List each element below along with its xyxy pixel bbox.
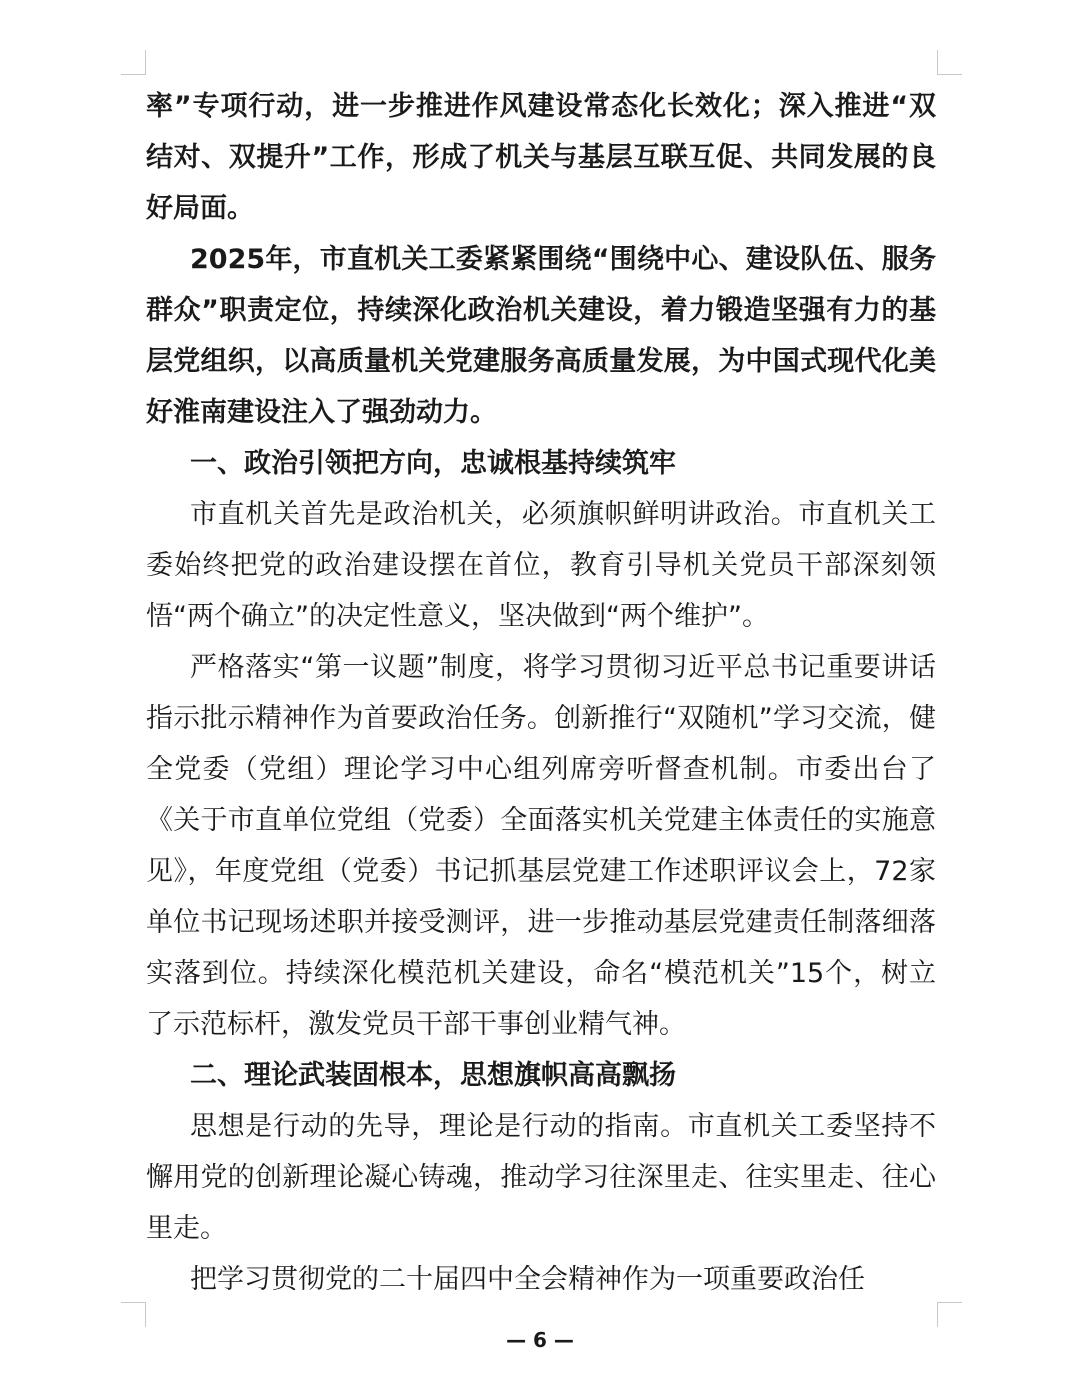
section-heading-2: 二、理论武装固根本，思想旗帜高高飘扬: [190, 1060, 676, 1091]
crop-mark-bottom-left: [121, 1302, 146, 1327]
paragraph-intro: 2025年，市直机关工委紧紧围绕“围绕中心、建设队伍、服务群众”职责定位，持续深化政治机关建设，着力锻造坚强有力的基层党组织，以高质量机关党建服务高质量发展，为中国式现代化美好淮南建设注入了强劲动力。: [146, 244, 936, 428]
crop-mark-top-right: [937, 50, 962, 75]
section-heading-1: 一、政治引领把方向，忠诚根基持续筑牢: [190, 448, 676, 479]
paragraph-first-topic: 严格落实“第一议题”制度，将学习贯彻习近平总书记重要讲话指示批示精神作为首要政治任务。创新推行“双随机”学习交流，健全党委（党组）理论学习中心组列席旁听督查机制。市委出台了《关于市直单位党组（党委）全面落实机关党建主体责任的实施意见》，年度党组（党委）书记抓基层党建工作述职评议会上，72家单位书记现场述职并接受测评，进一步推动基层党建责任制落细落实落到位。持续深化模范机关建设，命名“模范机关”15个，树立了示范标杆，激发党员干部干事创业精气神。: [146, 652, 936, 1040]
paragraph-fourth-plenum: 把学习贯彻党的二十届四中全会精神作为一项重要政治任: [190, 1264, 865, 1295]
paragraph-political-organ: 市直机关首先是政治机关，必须旗帜鲜明讲政治。市直机关工委始终把党的政治建设摆在首位，教育引导机关党员干部深刻领悟“两个确立”的决定性意义，坚决做到“两个维护”。: [146, 499, 936, 632]
document-body: [146, 81, 936, 1305]
crop-mark-top-left: [121, 50, 146, 75]
paragraph-theory: 思想是行动的先导，理论是行动的指南。市直机关工委坚持不懈用党的创新理论凝心铸魂，推动学习往深里走、往实里走、往心里走。: [146, 1111, 936, 1244]
crop-mark-bottom-right: [937, 1302, 962, 1327]
page-number: — 6 —: [506, 1328, 574, 1352]
paragraph-continuation: 率”专项行动，进一步推进作风建设常态化长效化；深入推进“双结对、双提升”工作，形成了机关与基层互联互促、共同发展的良好局面。: [146, 91, 936, 224]
